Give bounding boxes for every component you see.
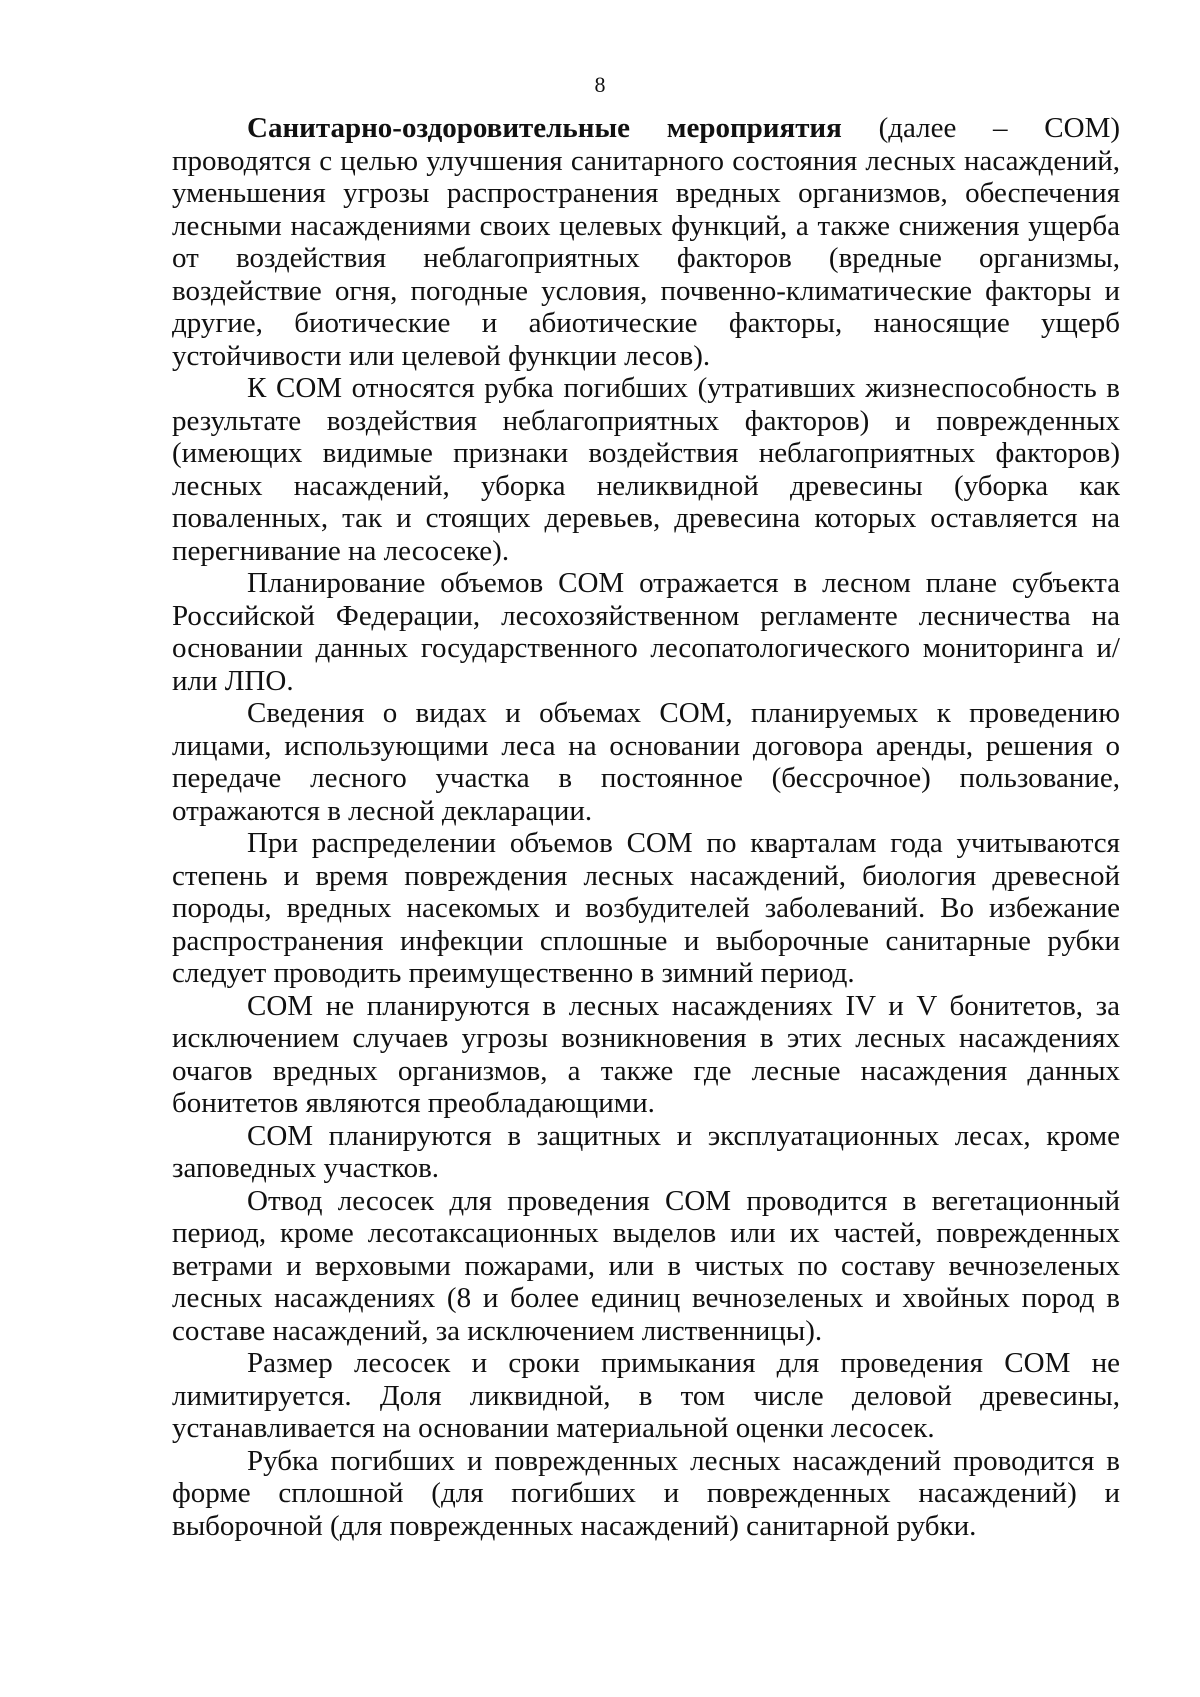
paragraph-som-site-classes: СОМ не планируются в лесных насаждениях IV и V бонитетов, за исключением случаев угрозы возникновения в этих лесных насаждениях очагов вредных организмов, а также где лесные насаждения данных бонитетов являются преобладающими. [172,989,1120,1119]
paragraph-som-felling-forms: Рубка погибших и поврежденных лесных насаждений проводится в форме сплошной (для погибших и поврежденных насаждений) и выборочной (для поврежденных насаждений) санитарной рубки. [172,1444,1120,1542]
paragraph-som-planning: Планирование объемов СОМ отражается в лесном плане субъекта Российской Федерации, лесохозяйственном регламенте лесничества на основании данных государственного лесопатологического мониторинга и/или ЛПО. [172,567,1120,697]
paragraph-som-includes: К СОМ относятся рубка погибших (утративших жизнеспособность в результате воздействия неблагоприятных факторов) и поврежденных (имеющих видимые признаки воздействия неблагоприятных факторов) лесных насаждений, уборка неликвидной древесины (уборка как поваленных, так и стоящих деревьев, древесина которых оставляется на перегнивание на лесосеке). [172,372,1120,567]
paragraph-som-forest-types: СОМ планируются в защитных и эксплуатационных лесах, кроме заповедных участков. [172,1119,1120,1184]
paragraph-text: (далее – СОМ) проводятся с целью улучшения санитарного состояния лесных насаждений, уменьшения угрозы распространения вредных организмов, обеспечения лесными насаждениями своих целевых функций, а также снижения ущерба от воздействия неблагоприятных факторов (вредные организмы, воздействие огня, погодные условия, почвенно-климатические факторы и другие, биотические и абиотические факторы, наносящие ущерб устойчивости или целевой функции лесов). [172,112,1121,372]
paragraph-som-allocation: Отвод лесосек для проведения СОМ проводится в вегетационный период, кроме лесотаксационных выделов или их частей, поврежденных ветрами и верховыми пожарами, или в чистых по составу вечнозеленых лесных насаждениях (8 и более единиц вечнозеленых и хвойных пород в составе насаждений, за исключением лиственницы). [172,1184,1120,1347]
document-body [172,112,1120,1542]
paragraph-lead-term: Санитарно-оздоровительные мероприятия [247,112,842,144]
paragraph-som-declaration: Сведения о видах и объемах СОМ, планируемых к проведению лицами, использующими леса на основании договора аренды, решения о передаче лесного участка в постоянное (бессрочное) пользование, отражаются в лесной декларации. [172,697,1120,827]
paragraph-som-size: Размер лесосек и сроки примыкания для проведения СОМ не лимитируется. Доля ликвидной, в том числе деловой древесины, устанавливается на основании материальной оценки лесосек. [172,1347,1120,1444]
paragraph-som-definition [172,112,1120,372]
page-number: 8 [594,72,606,97]
paragraph-som-distribution: При распределении объемов СОМ по кварталам года учитываются степень и время повреждения лесных насаждений, биология древесной породы, вредных насекомых и возбудителей заболеваний. Во избежание распространения инфекции сплошные и выборочные санитарные рубки следует проводить преимущественно в зимний период. [172,827,1120,989]
